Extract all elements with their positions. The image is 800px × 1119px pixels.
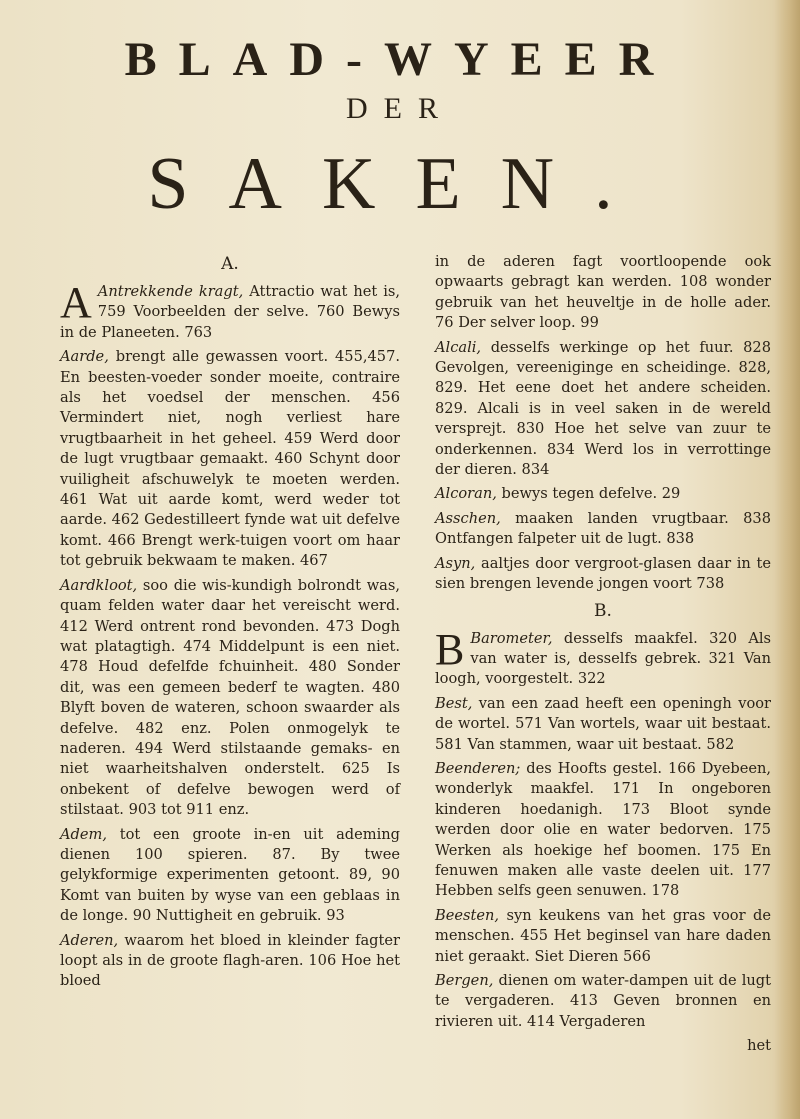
index-entry — [60, 278, 401, 343]
index-entry — [60, 347, 400, 571]
entry-text: bewys tegen defelve. 29 — [501, 485, 681, 503]
index-entry — [435, 484, 771, 504]
index-entry — [435, 338, 771, 481]
entry-text: soo die wis-kundigh bolrondt was, quam felden water daar het vereischt werd. 412 Werd ontrent rond bevonden. 473 Dogh wat platagtigh. 474 Middelpunt is een niet. 478 Houd defelfde fchuinheit. 480 Sonder dit, was een gemeen bederf te wagten. 480 Blyft boven de wateren, schoon swaarder als defelve. 482 enz. Polen onmogelyk te naderen. 494 Werd stilstaande gemaks- en niet waarheitshalven onderstelt. 625 Is onbekent of defelve bewogen werd of stilstaat. 903 tot 911 enz. — [60, 576, 401, 819]
entry-text: desselfs werkinge op het fuur. 828 Gevolgen, vereeniginge en scheidinge. 828, 829. Het eene doet het andere scheiden. 829. Alcali is in veel saken in de wereld versprejt. 830 Hoe het selve van zuur te onderkennen. 834 Werd los in verrottinge der dieren. 834 — [435, 338, 772, 479]
index-entry — [435, 624, 772, 690]
entry-text: aaltjes door vergroot-glasen daar in te sien brengen levende jongen voort 738 — [435, 554, 771, 593]
entry-text: des Hoofts gestel. 166 Dyebeen, wonderlyk maakfel. 171 In ongeboren kinderen hoedanigh. 173 Bloot synde werden door olie en water bedorven. 175 Werken als hoekige hef boomen. 175 En fenuwen maken alle vaste deelen uit. 177 Hebben selfs geen senuwen. 178 — [435, 759, 771, 900]
title-line-2: DER — [346, 92, 454, 125]
entry-word: Antrekkende kragt, — [97, 283, 244, 300]
entry-word: Aderen, — [60, 931, 119, 949]
drop-cap: A — [60, 278, 92, 327]
entry-word: Bergen, — [435, 972, 494, 989]
right-column — [435, 252, 771, 1061]
entry-text: brengt alle gewassen voort. 455,457. En beesten-voeder sonder moeite, contraire als het voedsel der menschen. 456 Vermindert niet, nogh verliest hare vrugtbaarheit in het geheel. 459 Werd door de lugt vrugtbaar gemaakt. 460 Schynt door vuiligheit afschuwelyk te moeten werden. 461 Wat uit aarde komt, werd weder tot aarde. 462 Gedestilleert fynde wat uit defelve komt. 466 Brengt werk-tuigen voort om haar tot gebruik bekwaam te maken. 467 — [60, 348, 401, 570]
index-entry — [435, 509, 771, 550]
index-entry — [60, 825, 400, 927]
entry-text: Attractio wat het is, 759 Voorbeelden der selve. 760 Bewys in de Planeeten. 763 — [60, 283, 401, 341]
entry-word: Adem, — [60, 825, 107, 843]
entry-text: tot een groote in-en uit ademing dienen 100 spieren. 87. By twee gelykformige experimenten getoont. 89, 90 Komt van buiten by wyse van een geblaas in de longe. 90 Nuttigheit en gebruik. 93 — [60, 825, 401, 925]
entry-text: waarom het bloed in kleinder fagter loopt als in de groote flagh-aren. 106 Hoe het bloed — [60, 931, 400, 990]
entry-word: Beenderen; — [435, 759, 521, 777]
section-heading-a: A. — [221, 254, 239, 274]
entry-text: syn keukens van het gras voor de menschen. 455 Het beginsel van hare daden niet geraakt. Siet Dieren 566 — [435, 906, 771, 965]
entry-text: in de aderen fagt voortloopende ook opwaarts gebragt kan werden. 108 wonder gebruik van het heuveltje in de holle ader. 76 Der selver loop. 99 — [435, 253, 771, 332]
entry-word: Alcali, — [435, 338, 482, 356]
index-entry — [435, 759, 771, 902]
index-entry — [60, 576, 400, 821]
entry-word: Asschen, — [435, 509, 501, 527]
entry-word: Asyn, — [435, 554, 476, 572]
entry-word: Aardkloot, — [60, 576, 138, 594]
index-entry — [435, 971, 771, 1032]
title-line-3: SAKEN. — [147, 143, 653, 225]
index-entry-continued — [435, 252, 771, 334]
entry-word: Alcoran, — [435, 485, 497, 503]
drop-cap: B — [435, 624, 465, 674]
index-entry — [60, 931, 400, 992]
index-entry — [435, 554, 771, 595]
left-column — [60, 252, 400, 996]
entry-text: dienen om water-dampen uit de lugt te vergaderen. 413 Geven bronnen en rivieren uit. 414 Vergaderen — [435, 972, 771, 1030]
title-line-1: BLAD-WYEER — [124, 33, 676, 86]
entry-word: Barometer, — [470, 629, 553, 647]
entry-word: Best, — [435, 694, 473, 712]
section-heading-b: B. — [594, 600, 612, 621]
index-entry — [435, 906, 771, 967]
entry-text: desselfs maakfel. 320 Als van water is, desselfs gebrek. 321 Van loogh, voorgestelt. 322 — [435, 629, 772, 688]
entry-word: Beesten, — [435, 906, 500, 924]
index-entry — [435, 694, 771, 755]
catchword: het — [747, 1037, 771, 1055]
entry-text: maaken landen vrugtbaar. 838 Ontfangen falpeter uit de lugt. 838 — [435, 509, 771, 548]
entry-word: Aarde, — [60, 348, 109, 366]
entry-text: van een zaad heeft een openingh voor de wortel. 571 Van wortels, waar uit bestaat. 581 Van stammen, waar uit bestaat. 582 — [435, 694, 771, 753]
